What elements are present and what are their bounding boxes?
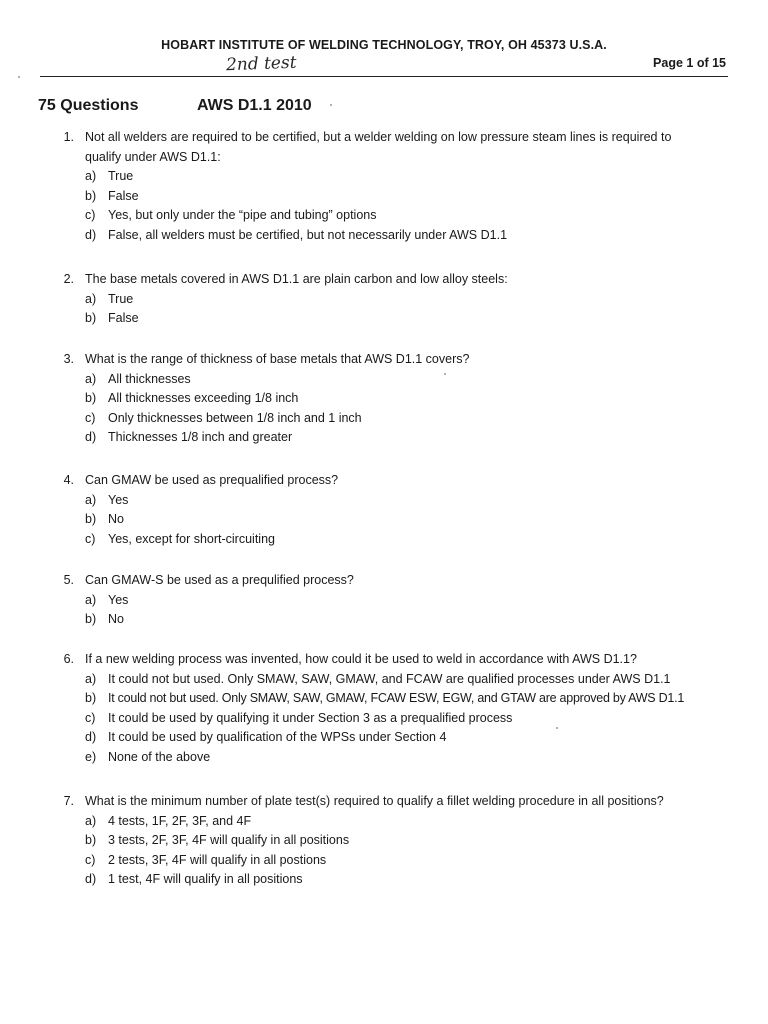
page-indicator: Page 1 of 15 xyxy=(653,56,726,70)
option-text: Yes, but only under the “pipe and tubing” options xyxy=(108,208,377,223)
option-letter: a) xyxy=(85,813,97,828)
question-number: 4. xyxy=(63,473,74,487)
answer-option xyxy=(85,167,768,187)
option-text: No xyxy=(108,512,124,527)
option-text: False xyxy=(108,188,139,203)
question-7 xyxy=(0,792,768,890)
option-text: 1 test, 4F will qualify in all positions xyxy=(108,872,303,887)
option-letter: c) xyxy=(85,208,96,223)
question-number: 2. xyxy=(63,272,74,286)
standard-title: AWS D1.1 2010 xyxy=(196,97,312,114)
question-5 xyxy=(0,571,768,630)
question-4 xyxy=(0,471,768,549)
option-text: 2 tests, 3F, 4F will qualify in all postions xyxy=(108,852,327,867)
option-text: Thicknesses 1/8 inch and greater xyxy=(108,430,293,445)
answer-option xyxy=(85,870,768,890)
scan-speck xyxy=(18,76,20,78)
question-number: 6. xyxy=(63,652,74,666)
option-letter: a) xyxy=(85,371,97,386)
option-letter: b) xyxy=(85,311,97,326)
answer-option xyxy=(85,530,768,550)
option-text: Only thicknesses between 1/8 inch and 1 inch xyxy=(108,410,362,425)
option-text: False xyxy=(108,311,139,326)
question-2 xyxy=(0,270,768,329)
option-letter: b) xyxy=(85,188,97,203)
option-letter: b) xyxy=(85,391,97,406)
question-number: 7. xyxy=(63,794,74,808)
question-text: If a new welding process was invented, how could it be used to weld in accordance with AWS D1.1? xyxy=(85,652,637,666)
answer-option xyxy=(85,226,768,246)
option-letter: a) xyxy=(85,492,97,507)
exam-subheader xyxy=(38,97,312,115)
option-letter: c) xyxy=(85,710,96,725)
answer-option xyxy=(85,610,768,630)
scan-speck xyxy=(556,727,558,729)
answer-option xyxy=(85,290,768,310)
question-count: 75 Questions xyxy=(38,97,139,114)
option-letter: d) xyxy=(85,872,97,887)
question-text: What is the minimum number of plate test(s) required to qualify a fillet welding procedure in all positions? xyxy=(85,794,664,808)
answer-option xyxy=(85,851,768,871)
option-letter: c) xyxy=(85,410,96,425)
option-letter: a) xyxy=(85,671,97,686)
answer-option xyxy=(85,206,768,226)
option-text: Yes xyxy=(108,592,129,607)
answer-option xyxy=(85,831,768,851)
question-number: 1. xyxy=(63,130,74,144)
option-text: Yes xyxy=(108,492,129,507)
question-text-continued: qualify under AWS D1.1: xyxy=(85,149,221,164)
institute-header: HOBART INSTITUTE OF WELDING TECHNOLOGY, TROY, OH 45373 U.S.A. xyxy=(161,38,607,52)
answer-option xyxy=(85,409,768,429)
option-text: 3 tests, 2F, 3F, 4F will qualify in all positions xyxy=(108,833,350,848)
answer-option xyxy=(85,491,768,511)
option-text: It could be used by qualification of the WPSs under Section 4 xyxy=(108,730,447,745)
option-text: It could be used by qualifying it under Section 3 as a prequalified process xyxy=(108,710,513,725)
option-text: It could not but used. Only SMAW, SAW, GMAW, FCAW ESW, EGW, and GTAW are approved by AWS D1.1 xyxy=(108,691,685,706)
answer-option xyxy=(85,728,768,748)
option-letter: c) xyxy=(85,852,96,867)
option-text: All thicknesses xyxy=(108,371,191,386)
option-text: True xyxy=(108,291,134,306)
answer-option xyxy=(85,748,768,768)
header-divider xyxy=(40,76,728,77)
answer-option xyxy=(85,370,768,390)
answer-option xyxy=(85,670,768,690)
option-letter: d) xyxy=(85,430,97,445)
answer-option xyxy=(85,689,768,709)
option-letter: b) xyxy=(85,612,97,627)
option-text: False, all welders must be certified, but not necessarily under AWS D1.1 xyxy=(108,227,508,242)
question-number: 3. xyxy=(63,352,74,366)
scan-speck xyxy=(330,104,332,106)
option-text: All thicknesses exceeding 1/8 inch xyxy=(108,391,299,406)
question-6 xyxy=(0,650,768,768)
answer-option xyxy=(85,187,768,207)
option-letter: e) xyxy=(85,749,97,764)
question-text: Can GMAW be used as prequalified process? xyxy=(85,473,339,487)
question-3 xyxy=(0,350,768,448)
answer-option xyxy=(85,428,768,448)
option-text: No xyxy=(108,612,124,627)
option-letter: a) xyxy=(85,592,97,607)
answer-option xyxy=(85,709,768,729)
option-text: 4 tests, 1F, 2F, 3F, and 4F xyxy=(108,813,252,828)
option-letter: d) xyxy=(85,730,97,745)
option-letter: d) xyxy=(85,227,97,242)
option-text: Yes, except for short-circuiting xyxy=(108,531,275,546)
option-letter: b) xyxy=(85,833,97,848)
option-text: True xyxy=(108,169,134,184)
question-text: Not all welders are required to be certified, but a welder welding on low pressure steam lines is required to xyxy=(85,130,672,144)
question-1 xyxy=(0,128,768,246)
question-number: 5. xyxy=(63,573,74,587)
option-letter: c) xyxy=(85,531,96,546)
handwritten-note: 2nd test xyxy=(225,52,297,76)
answer-option xyxy=(85,309,768,329)
question-text: The base metals covered in AWS D1.1 are plain carbon and low alloy steels: xyxy=(85,272,508,286)
answer-option xyxy=(85,389,768,409)
answer-option xyxy=(85,812,768,832)
option-text: None of the above xyxy=(108,749,211,764)
option-letter: b) xyxy=(85,512,97,527)
question-text: What is the range of thickness of base metals that AWS D1.1 covers? xyxy=(85,352,470,366)
option-text: It could not but used. Only SMAW, SAW, GMAW, and FCAW are qualified processes under AWS D1.1 xyxy=(108,671,671,686)
option-letter: a) xyxy=(85,169,97,184)
answer-option xyxy=(85,510,768,530)
option-letter: b) xyxy=(85,691,97,706)
option-letter: a) xyxy=(85,291,97,306)
answer-option xyxy=(85,591,768,611)
scan-speck xyxy=(444,373,446,375)
question-text: Can GMAW-S be used as a prequlified process? xyxy=(85,573,354,587)
